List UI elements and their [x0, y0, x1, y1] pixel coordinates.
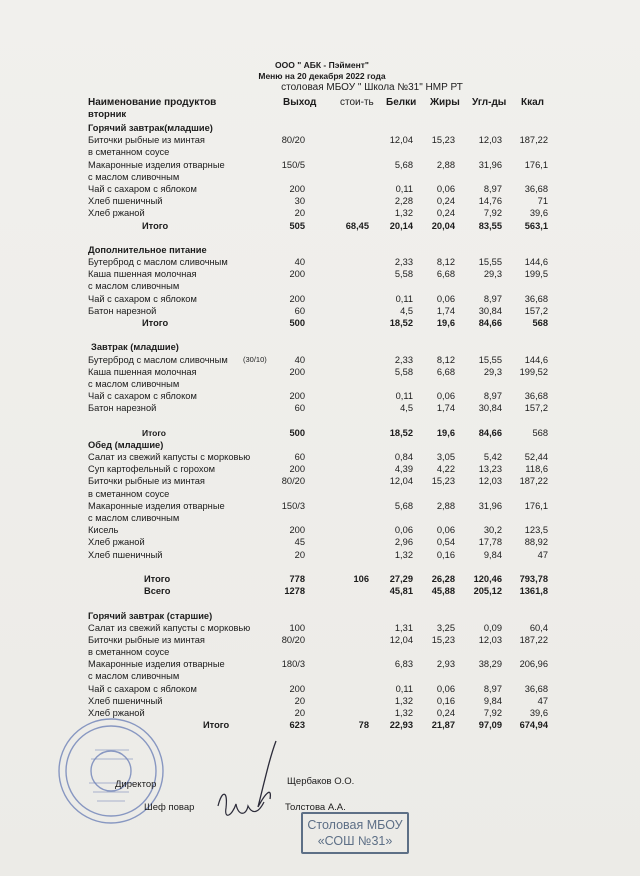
- item-fat: 0,06: [436, 683, 455, 694]
- item-name: с маслом сливочным: [88, 171, 180, 182]
- item-carbs: 14,76: [478, 196, 502, 207]
- item-name: Горячий завтрак(младшие): [88, 123, 213, 133]
- spacer-row: [0, 329, 640, 341]
- item-output: 200: [289, 464, 305, 475]
- item-fat: 21,87: [431, 720, 455, 731]
- item-protein: 1,32: [394, 695, 413, 706]
- item-name: Суп картофельный с горохом: [88, 464, 216, 475]
- item-protein: 12,04: [389, 476, 413, 487]
- item-name: Салат из свежий капусты с морковью: [88, 452, 251, 463]
- item-kcal: 568: [532, 427, 548, 438]
- item-output: 20: [294, 695, 305, 706]
- item-carbs: 97,09: [478, 720, 502, 731]
- item-fat: 2,93: [436, 659, 455, 670]
- item-fat: 8,12: [436, 354, 455, 365]
- item-carbs: 8,97: [483, 391, 502, 402]
- item-protein: 22,93: [389, 720, 413, 731]
- item-protein: 27,29: [389, 573, 413, 584]
- item-kcal: 47: [537, 695, 548, 706]
- item-name: Чай с сахаром с яблоком: [88, 293, 197, 304]
- col-header-cost: стои-ть: [340, 97, 374, 108]
- item-cost: 68,45: [345, 220, 369, 231]
- table-row: [0, 500, 640, 512]
- item-fat: 0,06: [436, 183, 455, 194]
- item-protein: 5,58: [394, 366, 413, 377]
- item-carbs: 83,55: [478, 220, 502, 231]
- spacer-row: [0, 232, 640, 244]
- item-protein: 1,32: [394, 208, 413, 219]
- table-row: [0, 402, 640, 414]
- item-fat: 0,16: [436, 549, 455, 560]
- total-row: [0, 573, 640, 585]
- item-carbs: 30,84: [478, 305, 502, 316]
- item-name: Бутерброд с маслом сливочным: [88, 257, 228, 268]
- item-output: 500: [289, 427, 305, 438]
- item-fat: 0,24: [436, 208, 455, 219]
- item-name: Дополнительное питание: [88, 244, 207, 255]
- table-row: [0, 695, 640, 707]
- item-output: 60: [294, 403, 305, 414]
- item-output: 60: [294, 452, 305, 463]
- stamp-line-2: «СОШ №31»: [317, 834, 393, 848]
- total-row: [0, 585, 640, 597]
- director-title: Директор: [115, 779, 157, 790]
- item-fat: 2,88: [436, 159, 455, 170]
- item-name: Кисель: [88, 525, 119, 536]
- item-name: Итого: [142, 220, 169, 231]
- item-cost: 78: [358, 720, 369, 731]
- col-header-fat: Жиры: [430, 97, 460, 108]
- item-fat: 19,6: [436, 427, 455, 438]
- col-header-output: Выход: [283, 97, 317, 108]
- item-output: 100: [289, 622, 305, 633]
- table-row: [0, 536, 640, 548]
- item-name: Итого: [144, 573, 171, 584]
- item-output: 180/3: [281, 659, 305, 670]
- item-fat: 15,23: [431, 476, 455, 487]
- total-row: [0, 427, 640, 439]
- total-row: [0, 220, 640, 232]
- weekday-label: вторник: [88, 109, 127, 120]
- item-kcal: 187,22: [519, 634, 548, 645]
- table-row: [0, 549, 640, 561]
- item-fat: 0,54: [436, 537, 455, 548]
- item-name: Итого: [203, 720, 230, 731]
- item-protein: 20,14: [389, 220, 413, 231]
- item-kcal: 176,1: [524, 500, 548, 511]
- table-row: [0, 268, 640, 280]
- item-output: 1278: [284, 586, 305, 597]
- item-protein: 4,5: [400, 403, 413, 414]
- item-protein: 12,04: [389, 135, 413, 146]
- table-row: [0, 159, 640, 171]
- table-row: [0, 366, 640, 378]
- item-output: 40: [294, 354, 305, 365]
- item-fat: 1,74: [436, 305, 455, 316]
- item-kcal: 36,68: [524, 683, 548, 694]
- item-kcal: 144,6: [524, 354, 548, 365]
- chef-title: Шеф повар: [144, 802, 195, 813]
- table-row: [0, 195, 640, 207]
- item-carbs: 31,96: [478, 500, 502, 511]
- item-kcal: 176,1: [524, 159, 548, 170]
- item-kcal: 1361,8: [519, 586, 548, 597]
- item-fat: 0,24: [436, 708, 455, 718]
- item-cost: 106: [353, 573, 369, 584]
- item-fat: 26,28: [431, 573, 455, 584]
- item-output: 40: [294, 257, 305, 268]
- item-name: Макаронные изделия отварные: [88, 500, 225, 511]
- spacer-row: [0, 597, 640, 609]
- item-output: 20: [294, 708, 305, 718]
- item-carbs: 31,96: [478, 159, 502, 170]
- item-name: Биточки рыбные из минтая: [88, 634, 205, 645]
- section-header-row: [0, 122, 640, 134]
- item-kcal: 123,5: [524, 525, 548, 536]
- item-name: Всего: [144, 586, 171, 597]
- item-name: с маслом сливочным: [88, 513, 180, 523]
- item-output: 200: [289, 525, 305, 536]
- item-carbs: 8,97: [483, 683, 502, 694]
- item-output: 30: [294, 196, 305, 207]
- menu-date: Меню на 20 декабря 2022 года: [258, 71, 386, 81]
- item-protein: 18,52: [389, 427, 413, 438]
- item-kcal: 71: [537, 196, 548, 207]
- table-row: [0, 683, 640, 695]
- item-name: в сметанном соусе: [88, 147, 170, 158]
- item-carbs: 29,3: [483, 269, 502, 280]
- item-fat: 0,06: [436, 391, 455, 402]
- item-kcal: 39,6: [529, 708, 548, 718]
- item-carbs: 9,84: [483, 549, 502, 560]
- school-canteen: столовая МБОУ " Школа №31" НМР РТ: [281, 82, 463, 93]
- item-fat: 8,12: [436, 257, 455, 268]
- item-output: 80/20: [281, 634, 305, 645]
- item-name: Хлеб ржаной: [88, 708, 145, 718]
- item-protein: 0,11: [395, 293, 413, 304]
- item-name: Батон нарезной: [88, 305, 157, 316]
- item-name: в сметанном соусе: [88, 647, 170, 658]
- item-protein: 5,68: [394, 500, 413, 511]
- item-carbs: 84,66: [478, 427, 502, 438]
- table-row: [0, 293, 640, 305]
- item-kcal: 144,6: [524, 257, 548, 268]
- canteen-stamp: [301, 812, 409, 854]
- item-kcal: 199,52: [519, 366, 548, 377]
- item-name: с маслом сливочным: [88, 671, 180, 682]
- menu-table: [0, 122, 640, 731]
- table-row: [0, 475, 640, 487]
- item-name: Хлеб ржаной: [88, 208, 145, 219]
- item-output: 20: [294, 549, 305, 560]
- item-protein: 18,52: [389, 318, 413, 328]
- item-name: Итого: [142, 427, 166, 438]
- table-row: [0, 390, 640, 402]
- item-protein: 2,28: [394, 196, 413, 207]
- item-name: Чай с сахаром с яблоком: [88, 683, 197, 694]
- director-name: Щербаков О.О.: [287, 776, 355, 787]
- item-protein: 1,32: [394, 549, 413, 560]
- item-protein: 6,83: [394, 659, 413, 670]
- item-protein: 2,33: [394, 354, 413, 365]
- item-name: Биточки рыбные из минтая: [88, 476, 205, 487]
- table-row: [0, 280, 640, 292]
- item-kcal: 36,68: [524, 293, 548, 304]
- item-output: 200: [289, 269, 305, 280]
- item-name: Хлеб ржаной: [88, 537, 145, 548]
- item-carbs: 5,42: [483, 452, 502, 463]
- item-carbs: 30,84: [478, 403, 502, 414]
- table-row: [0, 171, 640, 183]
- item-protein: 0,11: [395, 683, 413, 694]
- item-protein: 4,5: [400, 305, 413, 316]
- item-kcal: 568: [532, 318, 548, 328]
- item-fat: 0,16: [436, 695, 455, 706]
- item-protein: 1,31: [394, 622, 413, 633]
- item-fat: 15,23: [431, 634, 455, 645]
- item-fat: 6,68: [436, 366, 455, 377]
- item-fat: 20,04: [431, 220, 455, 231]
- item-kcal: 47: [537, 549, 548, 560]
- item-fat: 45,88: [431, 586, 455, 597]
- item-carbs: 15,55: [478, 257, 502, 268]
- item-name: с маслом сливочным: [88, 378, 180, 389]
- table-row: [0, 658, 640, 670]
- item-protein: 0,11: [395, 391, 413, 402]
- item-carbs: 38,29: [478, 659, 502, 670]
- item-portion-note: (30/10): [243, 354, 267, 364]
- stamp-line-1: Столовая МБОУ: [307, 818, 403, 832]
- item-protein: 45,81: [389, 586, 413, 597]
- item-kcal: 187,22: [519, 135, 548, 146]
- item-carbs: 8,97: [483, 293, 502, 304]
- spacer-row: [0, 561, 640, 573]
- item-kcal: 187,22: [519, 476, 548, 487]
- item-output: 200: [289, 391, 305, 402]
- item-name: Хлеб пшеничный: [88, 695, 163, 706]
- item-output: 45: [294, 537, 305, 548]
- item-kcal: 39,6: [529, 208, 548, 219]
- table-row: [0, 670, 640, 682]
- item-kcal: 674,94: [519, 720, 548, 731]
- section-header-row: [0, 244, 640, 256]
- item-protein: 0,06: [394, 525, 413, 536]
- col-header-kcal: Ккал: [521, 97, 545, 108]
- item-carbs: 29,3: [483, 366, 502, 377]
- item-kcal: 36,68: [524, 391, 548, 402]
- table-row: [0, 207, 640, 219]
- item-output: 200: [289, 293, 305, 304]
- item-carbs: 8,97: [483, 183, 502, 194]
- item-name: Макаронные изделия отварные: [88, 159, 225, 170]
- item-name: Салат из свежий капусты с морковью: [88, 622, 251, 633]
- item-protein: 5,68: [394, 159, 413, 170]
- table-row: [0, 524, 640, 536]
- table-row: [0, 488, 640, 500]
- item-fat: 0,06: [436, 293, 455, 304]
- item-carbs: 15,55: [478, 354, 502, 365]
- item-name: с маслом сливочным: [88, 281, 180, 292]
- item-output: 505: [289, 220, 305, 231]
- item-carbs: 120,46: [473, 573, 502, 584]
- item-protein: 0,11: [395, 183, 413, 194]
- section-header-row: [0, 439, 640, 451]
- table-row: [0, 622, 640, 634]
- chef-signature: [212, 786, 272, 826]
- item-fat: 0,24: [436, 196, 455, 207]
- item-kcal: 60,4: [529, 622, 548, 633]
- chef-name: Толстова А.А.: [285, 802, 346, 813]
- table-row: [0, 463, 640, 475]
- table-row: [0, 451, 640, 463]
- item-carbs: 12,03: [478, 634, 502, 645]
- item-fat: 2,88: [436, 500, 455, 511]
- item-kcal: 793,78: [519, 573, 548, 584]
- item-name: Чай с сахаром с яблоком: [88, 391, 197, 402]
- table-row: [0, 183, 640, 195]
- item-carbs: 84,66: [478, 318, 502, 328]
- item-output: 80/20: [281, 476, 305, 487]
- item-carbs: 0,09: [483, 622, 502, 633]
- item-output: 150/3: [281, 500, 305, 511]
- table-row: [0, 134, 640, 146]
- item-name: Макаронные изделия отварные: [88, 659, 225, 670]
- item-carbs: 205,12: [473, 586, 502, 597]
- item-protein: 2,96: [394, 537, 413, 548]
- item-name: Хлеб пшеничный: [88, 549, 163, 560]
- item-name: Хлеб пшеничный: [88, 196, 163, 207]
- item-carbs: 12,03: [478, 476, 502, 487]
- item-carbs: 9,84: [483, 695, 502, 706]
- item-carbs: 7,92: [483, 208, 502, 219]
- section-header-row: [0, 341, 640, 353]
- item-kcal: 118,6: [525, 464, 548, 475]
- item-kcal: 157,2: [524, 403, 548, 414]
- spacer-row: [0, 415, 640, 427]
- item-fat: 6,68: [436, 269, 455, 280]
- item-fat: 1,74: [436, 403, 455, 414]
- item-kcal: 36,68: [524, 183, 548, 194]
- col-header-name: Наименование продуктов: [88, 97, 217, 108]
- item-output: 80/20: [281, 135, 305, 146]
- item-protein: 5,58: [394, 269, 413, 280]
- item-name: Итого: [142, 318, 169, 328]
- company-name: ООО " АБК - Пэймент": [275, 60, 369, 70]
- item-fat: 3,05: [436, 452, 455, 463]
- col-header-carbs: Угл-ды: [472, 97, 507, 108]
- item-output: 60: [294, 305, 305, 316]
- item-output: 500: [289, 318, 305, 328]
- item-name: Чай с сахаром с яблоком: [88, 183, 197, 194]
- table-row: [0, 378, 640, 390]
- item-fat: 4,22: [436, 464, 455, 475]
- item-carbs: 17,78: [478, 537, 502, 548]
- item-output: 150/5: [281, 159, 305, 170]
- item-kcal: 199,5: [524, 269, 548, 280]
- table-row: [0, 512, 640, 524]
- item-name: Каша пшенная молочная: [88, 366, 197, 377]
- col-header-protein: Белки: [386, 97, 417, 108]
- item-protein: 1,32: [394, 708, 413, 718]
- table-row: [0, 354, 640, 366]
- item-fat: 3,25: [436, 622, 455, 633]
- item-protein: 2,33: [394, 257, 413, 268]
- item-name: Завтрак (младшие): [91, 342, 179, 353]
- table-row: [0, 305, 640, 317]
- item-protein: 12,04: [389, 634, 413, 645]
- item-output: 778: [289, 573, 305, 584]
- item-name: Каша пшенная молочная: [88, 269, 197, 280]
- item-output: 20: [294, 208, 305, 219]
- table-row: [0, 634, 640, 646]
- item-kcal: 52,44: [524, 452, 548, 463]
- total-row: [0, 317, 640, 329]
- item-name: в сметанном соусе: [88, 488, 170, 499]
- item-protein: 4,39: [394, 464, 413, 475]
- item-kcal: 88,92: [524, 537, 548, 548]
- item-carbs: 30,2: [483, 525, 502, 536]
- table-row: [0, 146, 640, 158]
- table-row: [0, 646, 640, 658]
- table-row: [0, 256, 640, 268]
- item-fat: 0,06: [436, 525, 455, 536]
- item-name: Батон нарезной: [88, 403, 157, 414]
- section-header-row: [0, 610, 640, 622]
- item-name: Горячий завтрак (старшие): [88, 610, 213, 621]
- item-name: Биточки рыбные из минтая: [88, 135, 205, 146]
- item-fat: 19,6: [436, 318, 455, 328]
- item-protein: 0,84: [394, 452, 413, 463]
- item-output: 200: [289, 683, 305, 694]
- item-fat: 15,23: [431, 135, 455, 146]
- item-kcal: 157,2: [524, 305, 548, 316]
- item-carbs: 7,92: [483, 708, 502, 718]
- item-carbs: 12,03: [478, 135, 502, 146]
- item-name: Обед (младшие): [88, 439, 164, 450]
- item-kcal: 563,1: [524, 220, 548, 231]
- item-output: 200: [289, 183, 305, 194]
- item-carbs: 13,23: [478, 464, 502, 475]
- item-output: 623: [289, 720, 305, 731]
- item-kcal: 206,96: [519, 659, 548, 670]
- item-output: 200: [289, 366, 305, 377]
- item-name: Бутерброд с маслом сливочным: [88, 354, 228, 365]
